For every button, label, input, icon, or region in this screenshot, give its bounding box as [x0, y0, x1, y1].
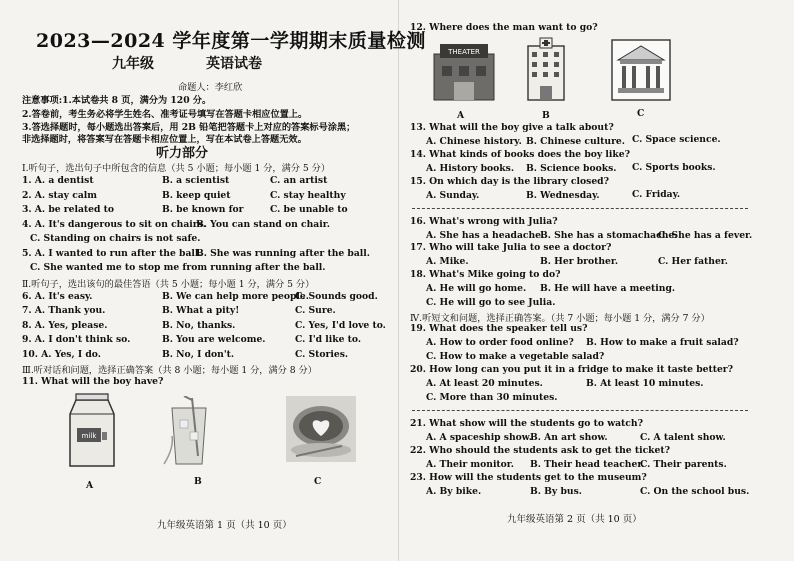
- q19-opt-b: B. How to make a fruit salad?: [586, 337, 739, 348]
- q22-opt-c: C. Their parents.: [640, 459, 727, 470]
- q21-question: 21. What show will the students go to watch?: [410, 418, 643, 429]
- part2-title: Ⅱ.听句子，选出该句的最佳答语（共 5 小题；每小题 1 分，满分 5 分）: [22, 279, 315, 290]
- q23-opt-c: C. On the school bus.: [640, 486, 750, 497]
- q10-opt-b: B. No, I don't.: [162, 349, 235, 360]
- page-2-footer: 九年级英语第 2 页（共 10 页）: [507, 514, 642, 525]
- q13-opt-a: A. Chinese history.: [426, 136, 522, 147]
- q14-opt-a: A. History books.: [426, 163, 515, 174]
- q15-opt-c: C. Friday.: [632, 189, 681, 200]
- q8-opt-c: C. Yes, I'd love to.: [295, 320, 386, 331]
- theater-sign-text: THEATER: [448, 48, 480, 56]
- q11-label-a: A: [86, 480, 94, 491]
- q16-opt-b: B. She has a stomachache.: [540, 230, 678, 241]
- section-heading: 听力部分: [156, 146, 209, 161]
- q12-question: 12. Where does the man want to go?: [410, 22, 598, 33]
- q18-opt-c: C. He will go to see Julia.: [426, 297, 556, 308]
- juice-glass-image: [162, 396, 220, 468]
- q3-opt-c: C. be unable to: [270, 204, 348, 215]
- q12-label-a: A: [457, 110, 465, 121]
- q2-opt-a: 2. A. stay calm: [22, 190, 97, 201]
- part4-title: Ⅳ.听短文和问题，选择正确答案。（共 7 小题；每小题 1 分，满分 7 分）: [410, 313, 710, 324]
- page-divider: [398, 0, 399, 561]
- q8-opt-a: 8. A. Yes, please.: [22, 320, 108, 331]
- notes-line-1: 注意事项:1.本试卷共 8 页，满分为 120 分。: [22, 95, 212, 106]
- q10-opt-a: 10. A. Yes, I do.: [22, 349, 101, 360]
- q2-opt-b: B. keep quiet: [162, 190, 231, 201]
- q9-opt-b: B. You are welcome.: [162, 334, 266, 345]
- q16-opt-c: C. She has a fever.: [658, 230, 753, 241]
- q1-opt-c: C. an artist: [270, 175, 328, 186]
- q6-opt-a: 6. A. It's easy.: [22, 291, 93, 302]
- q3-opt-b: B. be known for: [162, 204, 244, 215]
- q21-opt-b: B. An art show.: [530, 432, 608, 443]
- author-line: 命题人：李红欣: [178, 82, 243, 93]
- q20-opt-a: A. At least 20 minutes.: [426, 378, 543, 389]
- q16-opt-a: A. She has a headache.: [426, 230, 545, 241]
- theater-image: [432, 40, 496, 102]
- q19-opt-a: A. How to order food online?: [426, 337, 574, 348]
- q22-question: 22. Who should the students ask to get the ticket?: [410, 445, 671, 456]
- q4-opt-c: C. Standing on chairs is not safe.: [30, 233, 201, 244]
- subject-label: 英语试卷: [206, 56, 262, 72]
- q4-opt-a: 4. A. It's dangerous to sit on chairs.: [22, 219, 206, 230]
- q14-opt-c: C. Sports books.: [632, 162, 716, 173]
- q3-opt-a: 3. A. be related to: [22, 204, 114, 215]
- q18-opt-b: B. He will have a meeting.: [540, 283, 676, 294]
- q15-question: 15. On which day is the library closed?: [410, 176, 609, 187]
- notes-line-3a: 3.答选择题时，每小题选出答案后，用 2B 铅笔把答题卡上对应的答案标号涂黑；: [22, 122, 356, 133]
- dashed-divider-2: [412, 410, 748, 411]
- q20-opt-b: B. At least 10 minutes.: [586, 378, 704, 389]
- q21-opt-c: C. A talent show.: [640, 432, 726, 443]
- q12-label-c: C: [637, 108, 645, 119]
- q22-opt-b: B. Their head teacher.: [530, 459, 645, 470]
- notes-line-3b: 非选择题时，将答案写在答题卡相应位置上，写在本试卷上答题无效。: [22, 134, 307, 145]
- milk-carton-image: [66, 392, 118, 470]
- library-image: [610, 38, 672, 102]
- q5-opt-c: C. She wanted me to stop me from running after the ball.: [30, 262, 326, 273]
- q5-opt-b: B. She was running after the ball.: [196, 248, 370, 259]
- dashed-divider-1: [412, 208, 748, 209]
- q23-opt-a: A. By bike.: [426, 486, 482, 497]
- q17-opt-c: C. Her father.: [658, 256, 728, 267]
- q19-question: 19. What does the speaker tell us?: [410, 323, 588, 334]
- q9-opt-c: C. I'd like to.: [295, 334, 362, 345]
- q18-opt-a: A. He will go home.: [426, 283, 527, 294]
- q6-opt-c: C. Sounds good.: [295, 291, 378, 302]
- q22-opt-a: A. Their monitor.: [426, 459, 515, 470]
- exam-title: 2023—2024 学年度第一学期期末质量检测: [36, 30, 426, 52]
- q17-opt-b: B. Her brother.: [540, 256, 619, 267]
- part1-title: Ⅰ.听句子，选出句子中所包含的信息（共 5 小题；每小题 1 分，满分 5 分）: [22, 163, 331, 174]
- q11-question: 11. What will the boy have?: [22, 376, 164, 387]
- q6-opt-b: B. We can help more people.: [162, 291, 309, 302]
- q20-question: 20. How long can you put it in a fridge to make it taste better?: [410, 364, 734, 375]
- q12-label-b: B: [542, 110, 550, 121]
- q4-opt-b: B. You can stand on chair.: [196, 219, 330, 230]
- q10-opt-c: C. Stories.: [295, 349, 349, 360]
- q23-opt-b: B. By bus.: [530, 486, 582, 497]
- q23-question: 23. How will the students get to the museum?: [410, 472, 647, 483]
- q7-opt-a: 7. A. Thank you.: [22, 305, 106, 316]
- hospital-image: [524, 36, 568, 104]
- q16-question: 16. What's wrong with Julia?: [410, 216, 558, 227]
- notes-line-2: 2.答卷前，考生务必将学生姓名、准考证号填写在答题卡相应位置上。: [22, 109, 308, 120]
- q8-opt-b: B. No, thanks.: [162, 320, 236, 331]
- q2-opt-c: C. stay healthy: [270, 190, 346, 201]
- part3-title: Ⅲ.听对话和问题，选择正确答案（共 8 小题；每小题 1 分，满分 8 分）: [22, 365, 317, 376]
- q7-opt-b: B. What a pity!: [162, 305, 240, 316]
- q7-opt-c: C. Sure.: [295, 305, 336, 316]
- q20-opt-c: C. More than 30 minutes.: [426, 392, 558, 403]
- q13-opt-b: B. Chinese culture.: [526, 136, 625, 147]
- q11-label-c: C: [314, 476, 322, 487]
- q1-opt-b: B. a scientist: [162, 175, 230, 186]
- q17-question: 17. Who will take Julia to see a doctor?: [410, 242, 612, 253]
- page-1-footer: 九年级英语第 1 页（共 10 页）: [157, 520, 292, 531]
- q18-question: 18. What's Mike going to do?: [410, 269, 561, 280]
- q19-opt-c: C. How to make a vegetable salad?: [426, 351, 605, 362]
- q5-opt-a: 5. A. I wanted to run after the ball.: [22, 248, 202, 259]
- q14-question: 14. What kinds of books does the boy like?: [410, 149, 631, 160]
- q9-opt-a: 9. A. I don't think so.: [22, 334, 131, 345]
- q15-opt-a: A. Sunday.: [426, 190, 480, 201]
- q17-opt-a: A. Mike.: [426, 256, 469, 267]
- q11-label-b: B: [194, 476, 202, 487]
- q14-opt-b: B. Science books.: [526, 163, 617, 174]
- milk-label-text: milk: [81, 432, 97, 440]
- coffee-cup-image: [286, 396, 356, 462]
- q1-opt-a: 1. A. a dentist: [22, 175, 94, 186]
- q13-question: 13. What will the boy give a talk about?: [410, 122, 614, 133]
- q15-opt-b: B. Wednesday.: [526, 190, 600, 201]
- grade-label: 九年级: [112, 56, 154, 72]
- q13-opt-c: C. Space science.: [632, 134, 721, 145]
- q21-opt-a: A. A spaceship show.: [426, 432, 532, 443]
